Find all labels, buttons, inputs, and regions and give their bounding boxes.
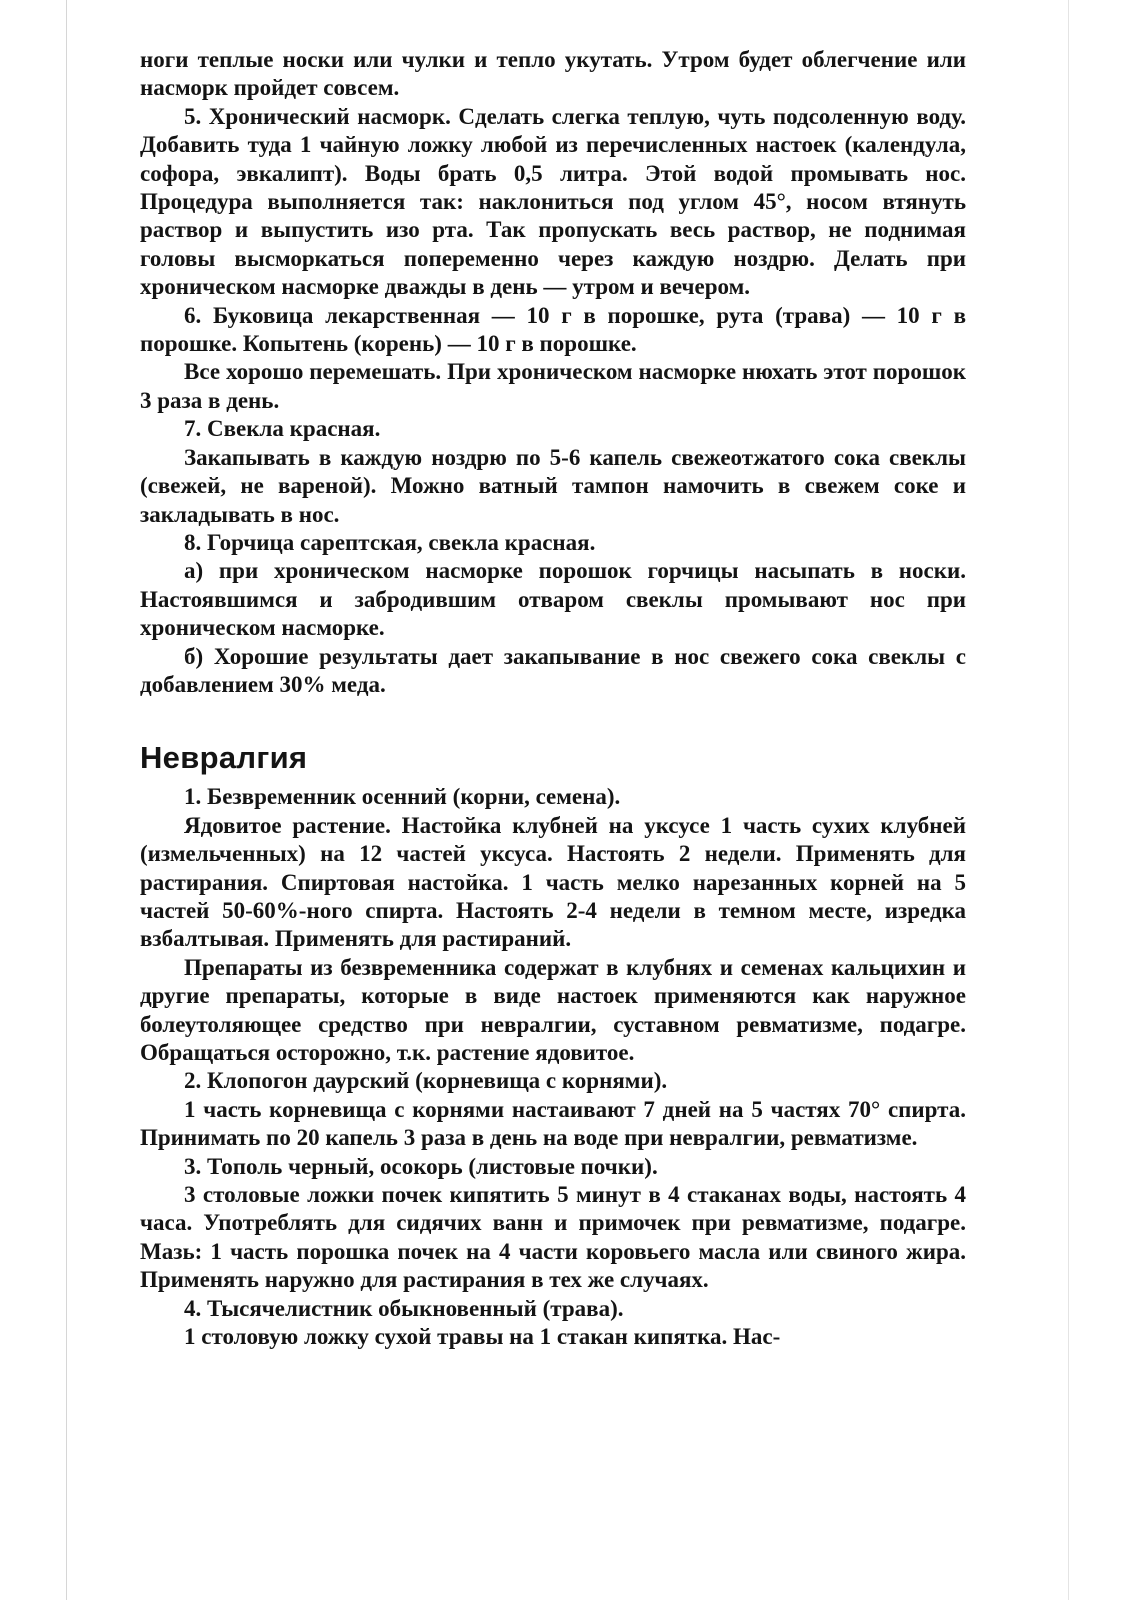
paragraph-item-8a: а) при хроническом насморке порошок горчицы насыпать в носки. Настоявшимся и забродившим отваром свеклы промывают нос при хроническом насморке.: [140, 558, 966, 641]
paragraph-item-6-instructions: Все хорошо перемешать. При хроническом насморке нюхать этот порошок 3 раза в день.: [140, 359, 966, 413]
paragraph-neuralgia-item-3: 3. Тополь черный, осокорь (листовые почки).: [184, 1153, 658, 1179]
paragraph-neuralgia-item-3-instructions: 3 столовые ложки почек кипятить 5 минут в 4 стаканах воды, настоять 4 часа. Употреблять для сидячих ванн и примочек при ревматизме, подагре. Мазь: 1 часть порошка почек на 4 части коровьего масла или свиного жира. Применять наружно для растирания в тех же случаях.: [140, 1182, 966, 1293]
paragraph-neuralgia-item-2: 2. Клопогон даурский (корневища с корнями).: [184, 1068, 668, 1094]
paragraph-continuation: ноги теплые носки или чулки и тепло укутать. Утром будет облегчение или насморк пройдет совсем.: [140, 47, 966, 101]
paragraph-item-7-instructions: Закапывать в каждую ноздрю по 5-6 капель свежеотжатого сока свеклы (свежей, не вареной). Можно ватный тампон намочить в свежем соке и закладывать в нос.: [140, 444, 966, 527]
paragraph-neuralgia-item-4: 4. Тысячелистник обыкновенный (трава).: [184, 1295, 624, 1321]
paragraph-neuralgia-item-4-instructions: 1 столовую ложку сухой травы на 1 стакан кипятка. Нас-: [184, 1324, 781, 1350]
page-edge-right: [1068, 0, 1069, 1600]
section-heading: Невралгия: [140, 740, 308, 776]
document-page: [140, 46, 966, 1351]
paragraph-neuralgia-item-1: 1. Безвременник осенний (корни, семена).: [184, 784, 621, 810]
page-edge-left: [66, 0, 67, 1600]
paragraph-item-8: 8. Горчица сарептская, свекла красная.: [184, 529, 596, 555]
paragraph-neuralgia-item-2-instructions: 1 часть корневища с корнями настаивают 7 дней на 5 частях 70° спирта. Принимать по 20 капель 3 раза в день на воде при невралгии, ревматизме.: [140, 1096, 966, 1151]
paragraph-item-7: 7. Свекла красная.: [184, 416, 381, 442]
paragraph-item-6: 6. Буковица лекарственная — 10 г в порошке, рута (трава) — 10 г в порошке. Копытень (корень) — 10 г в порошке.: [140, 302, 966, 357]
paragraph-neuralgia-item-1-notes: Препараты из безвременника содержат в клубнях и семенах кальцихин и другие препараты, которые в виде настоек применяются как наружное болеутоляющее средство при невралгии, суставном ревматизме, подагре. Обращаться осторожно, т.к. растение ядовитое.: [140, 954, 966, 1065]
paragraph-item-8b: б) Хорошие результаты дает закапывание в нос свежего сока свеклы с добавлением 30% меда.: [140, 643, 966, 697]
paragraph-neuralgia-item-1-instructions: Ядовитое растение. Настойка клубней на уксусе 1 часть сухих клубней (измельченных) на 12 частей уксуса. Настоять 2 недели. Применять для растирания. Спиртовая настойка. 1 часть мелко нарезанных корней на 5 частей 50-60%-ного спирта. Настоять 2-4 недели в темном месте, изредка взбалтывая. Применять для растираний.: [140, 812, 966, 952]
paragraph-item-5: 5. Хронический насморк. Сделать слегка теплую, чуть подсоленную воду. Добавить туда 1 чайную ложку любой из перечисленных настоек (календула, софора, эвкалипт). Воды брать 0,5 литра. Этой водой промывать нос. Процедура выполняется так: наклониться под углом 45°, носом втянуть раствор и выпустить изо рта. Так пропускать весь раствор, не поднимая головы высморкаться попеременно через каждую ноздрю. Делать при хроническом насморке дважды в день — утром и вечером.: [140, 103, 966, 300]
